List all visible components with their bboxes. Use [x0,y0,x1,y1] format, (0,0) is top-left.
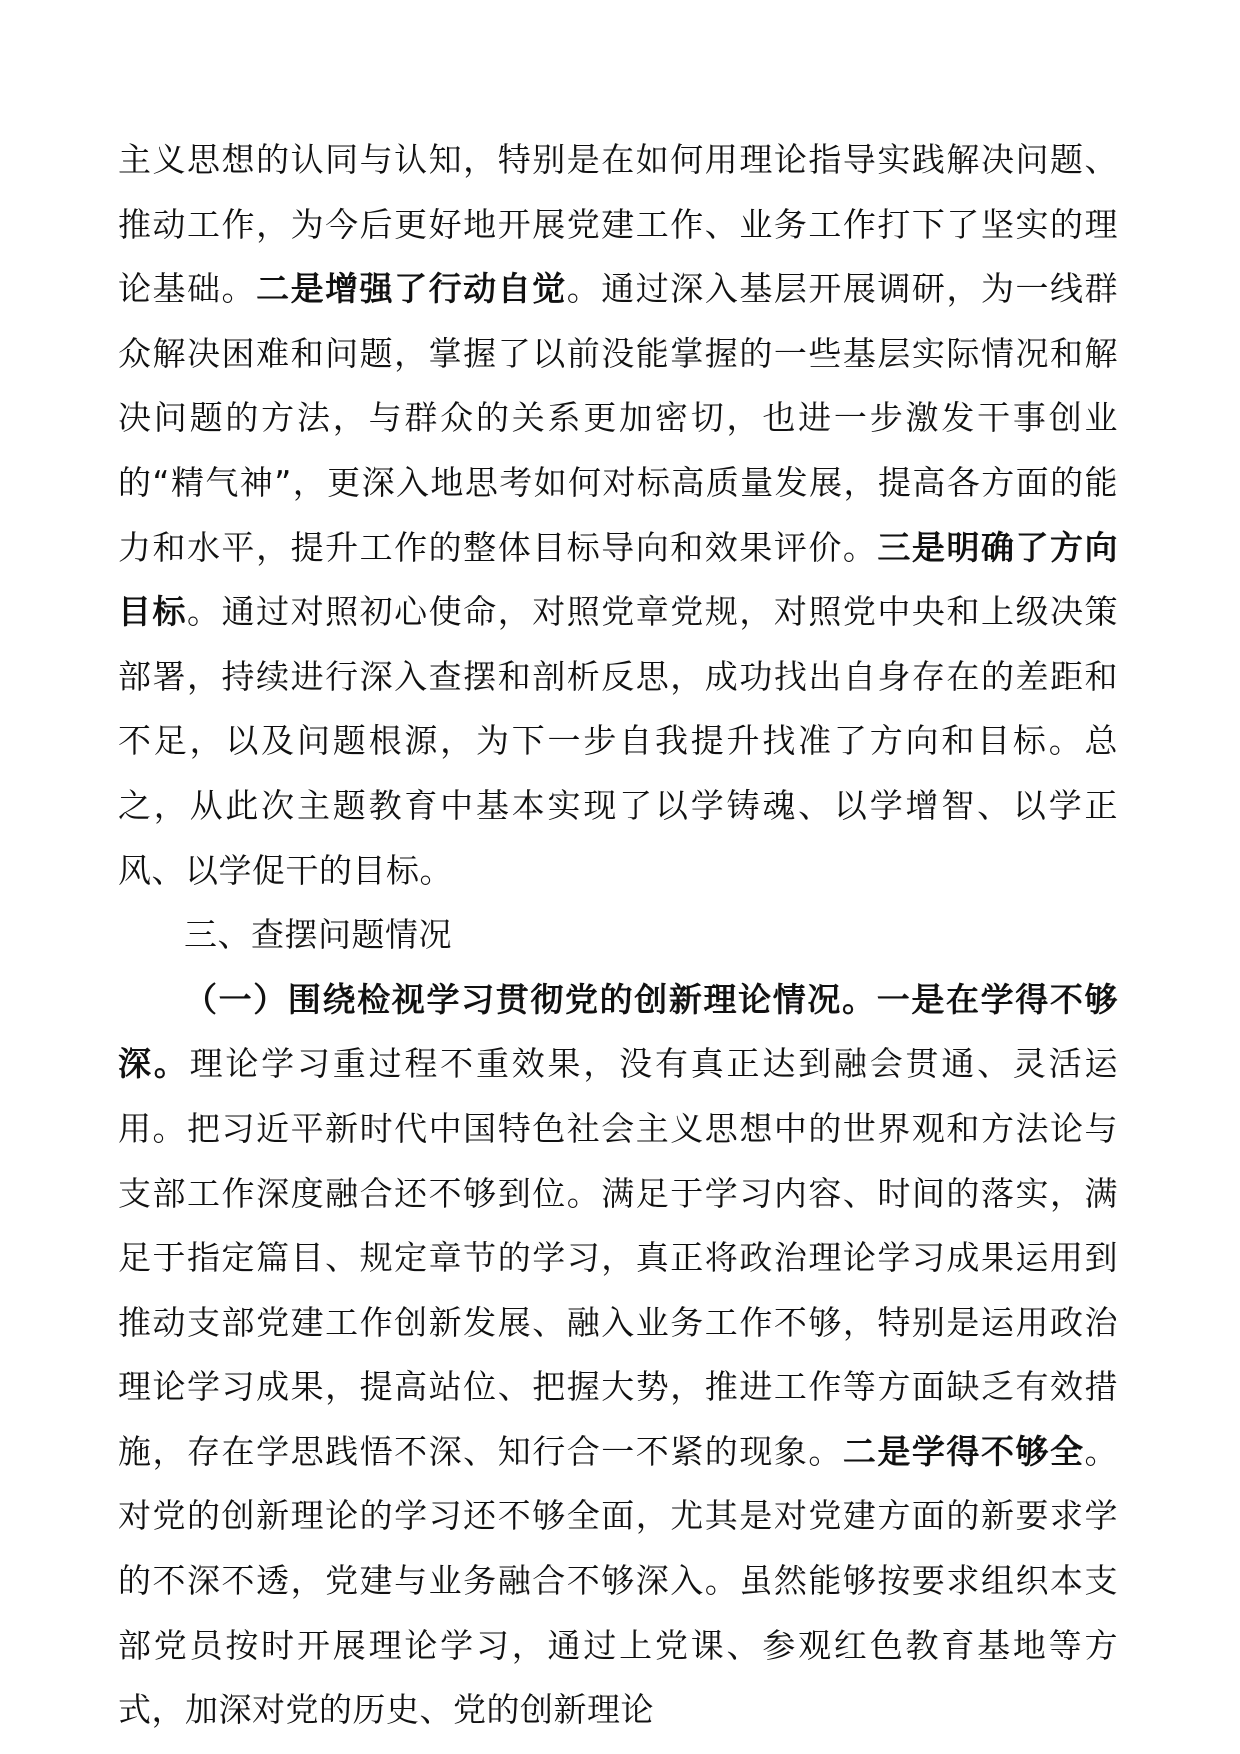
section-heading: 三、查摆问题情况 [184,915,452,955]
paragraph-text: 主义思想的认同与认知，特别是在如何用理论指导实践解决问题、推动工作，为今后更好地开展党建工作、业务工作打下了坚实的理论基础。 [118,140,1118,309]
paragraph-problems [118,968,1118,1743]
paragraph-text: 。通过深入基层开展调研，为一线群众解决困难和问题，掌握了以前没能掌握的一些基层实际情况和解决问题的方法，与群众的关系更加密切，也进一步激发干事创业的“精气神”，更深入地思考如何对标高质量发展，提高各方面的能力和水平，提升工作的整体目标导向和效果评价。 [118,269,1119,567]
document-body [118,128,1118,1743]
bold-point-three: 三是明确了方向目标 [118,527,1119,632]
paragraph-text: 。通过对照初心使命，对照党章党规，对照党中央和上级决策部署，持续进行深入查摆和剖析反思，成功找出自身存在的差距和不足，以及问题根源，为下一步自我提升找准了方向和目标。总之，从此次主题教育中基本实现了以学铸魂、以学增智、以学正风、以学促干的目标。 [118,592,1119,890]
bold-point-two: 二是增强了行动自觉 [256,269,567,309]
bold-subheading: （一）围绕检视学习贯彻党的创新理论情况。一是在学得不够深。 [118,979,1118,1084]
bold-point-two: 二是学得不够全 [842,1431,1085,1471]
paragraph-text: 理论学习重过程不重效果，没有真正达到融会贯通、灵活运用。把习近平新时代中国特色社会主义思想中的世界观和方法论与支部工作深度融合还不够到位。满足于学习内容、时间的落实，满足于指定篇目、规定章节的学习，真正将政治理论学习成果运用到推动支部党建工作创新发展、融入业务工作不够，特别是运用政治理论学习成果，提高站位、把握大势，推进工作等方面缺乏有效措施，存在学思践悟不深、知行合一不紧的现象。 [118,1044,1119,1471]
paragraph-achievements [118,128,1118,903]
paragraph-text: 。对党的创新理论的学习还不够全面，尤其是对党建方面的新要求学的不深不透，党建与业务融合不够深入。虽然能够按要求组织本支部党员按时开展理论学习，通过上党课、参观红色教育基地等方式，加深对党的历史、党的创新理论 [118,1431,1119,1730]
